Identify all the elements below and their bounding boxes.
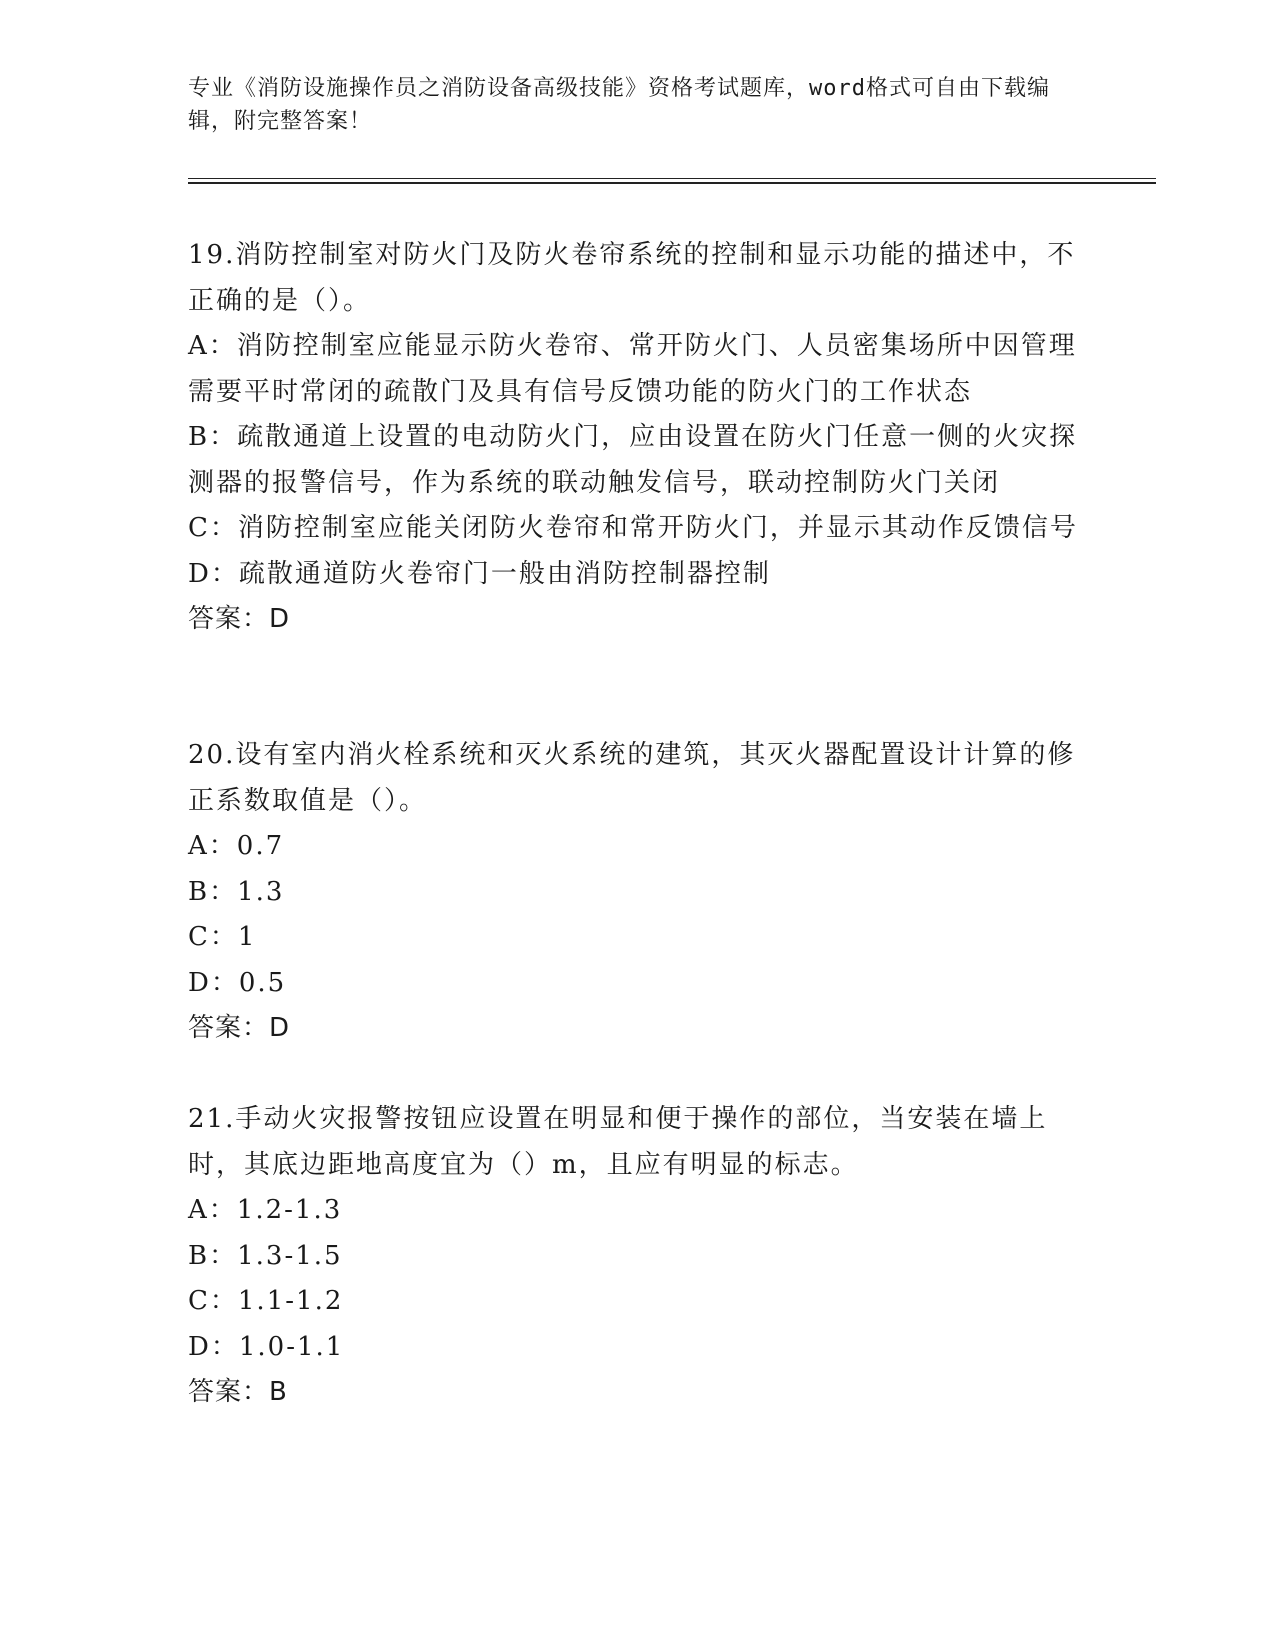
answer-line: 答案：B bbox=[188, 1377, 288, 1407]
option-d: D：1.0-1.1 bbox=[188, 1331, 345, 1362]
question-stem: 19.消防控制室对防火门及防火卷帘系统的控制和显示功能的描述中，不正确的是（）。 bbox=[188, 240, 1076, 316]
option-c: C：1.1-1.2 bbox=[188, 1286, 344, 1316]
header-divider-thin bbox=[188, 178, 1156, 179]
header-divider-thick bbox=[188, 182, 1156, 184]
answer-line: 答案：D bbox=[188, 1013, 291, 1043]
question-19 bbox=[188, 233, 1078, 643]
option-d: D：0.5 bbox=[188, 967, 287, 998]
option-a: A：消防控制室应能显示防火卷帘、常开防火门、人员密集场所中因管理需要平时常闭的疏散门及具有信号反馈功能的防火门的工作状态 bbox=[188, 331, 1077, 407]
question-21 bbox=[188, 1097, 1078, 1416]
document-header: 专业《消防设施操作员之消防设备高级技能》资格考试题库，word格式可自由下载编辑，附完整答案！ bbox=[188, 76, 1050, 134]
option-c: C：1 bbox=[188, 922, 257, 952]
answer-line: 答案：D bbox=[188, 604, 291, 634]
option-b: B：疏散通道上设置的电动防火门，应由设置在防火门任意一侧的火灾探测器的报警信号，作为系统的联动触发信号，联动控制防火门关闭 bbox=[188, 422, 1078, 498]
option-c: C：消防控制室应能关闭防火卷帘和常开防火门，并显示其动作反馈信号 bbox=[188, 513, 1078, 543]
option-d: D：疏散通道防火卷帘门一般由消防控制器控制 bbox=[188, 558, 771, 589]
question-stem: 21.手动火灾报警按钮应设置在明显和便于操作的部位，当安装在墙上时，其底边距地高度宜为（）m，且应有明显的标志。 bbox=[188, 1104, 1048, 1180]
question-stem: 20.设有室内消火栓系统和灭火系统的建筑，其灭火器配置设计计算的修正系数取值是（）。 bbox=[188, 740, 1076, 816]
option-a: A：0.7 bbox=[188, 831, 285, 861]
option-a: A：1.2-1.3 bbox=[188, 1195, 343, 1225]
option-b: B：1.3-1.5 bbox=[188, 1240, 343, 1271]
question-20 bbox=[188, 733, 1078, 1052]
option-b: B：1.3 bbox=[188, 876, 285, 907]
